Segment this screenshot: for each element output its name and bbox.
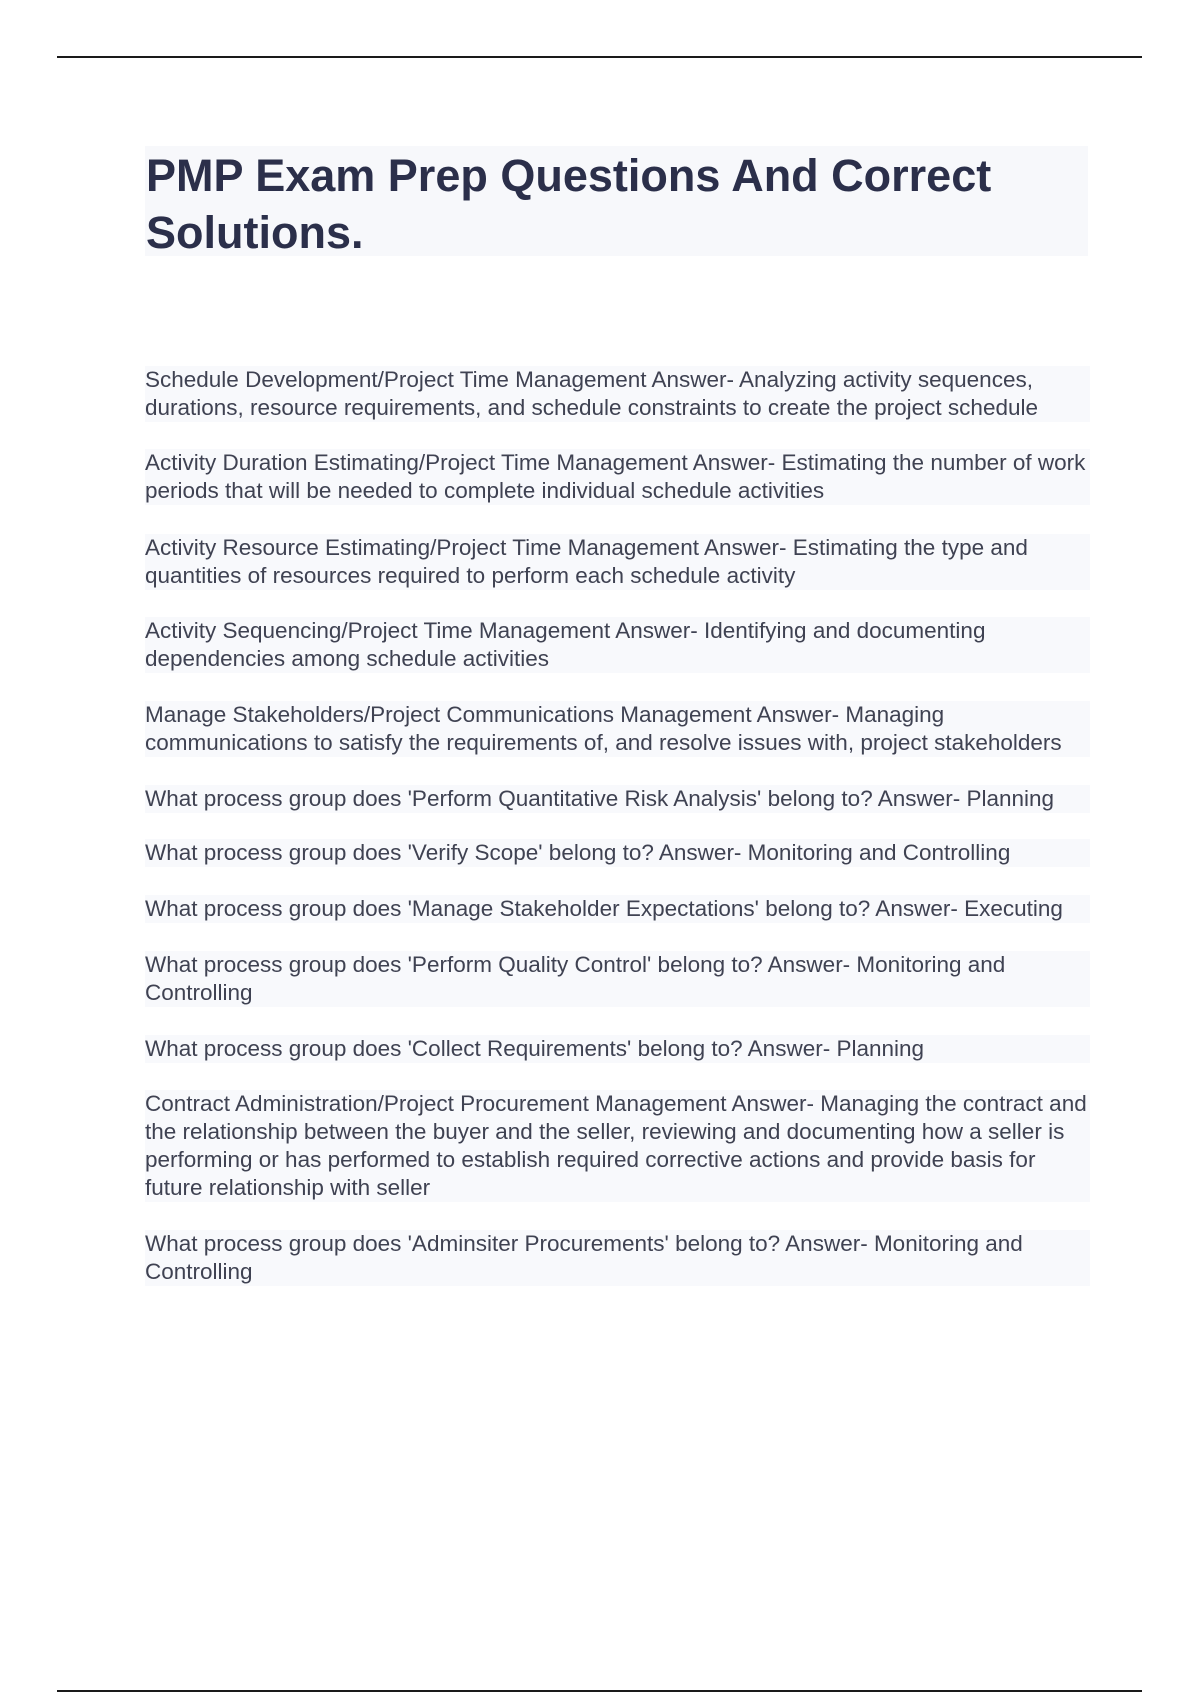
qa-item: Schedule Development/Project Time Management Answer- Analyzing activity sequences, durations, resource requirements, and schedule constraints to create the project schedule xyxy=(145,366,1090,422)
title-block xyxy=(145,146,1088,256)
qa-item: What process group does 'Manage Stakeholder Expectations' belong to? Answer- Executing xyxy=(145,895,1090,923)
qa-item: What process group does 'Adminsiter Procurements' belong to? Answer- Monitoring and Controlling xyxy=(145,1230,1090,1286)
qa-item: Manage Stakeholders/Project Communications Management Answer- Managing communications to satisfy the requirements of, and resolve issues with, project stakeholders xyxy=(145,701,1090,757)
qa-list xyxy=(145,366,1090,1286)
page-title: PMP Exam Prep Questions And Correct Solutions. xyxy=(146,150,992,258)
top-rule xyxy=(57,56,1142,58)
qa-item: What process group does 'Collect Requirements' belong to? Answer- Planning xyxy=(145,1035,1090,1063)
qa-item: What process group does 'Perform Quantitative Risk Analysis' belong to? Answer- Planning xyxy=(145,785,1090,813)
qa-item: What process group does 'Perform Quality Control' belong to? Answer- Monitoring and Controlling xyxy=(145,951,1090,1007)
qa-item: What process group does 'Verify Scope' belong to? Answer- Monitoring and Controlling xyxy=(145,839,1090,867)
qa-item: Activity Duration Estimating/Project Time Management Answer- Estimating the number of work periods that will be needed to complete individual schedule activities xyxy=(145,449,1090,505)
bottom-rule xyxy=(57,1690,1142,1692)
qa-item: Activity Sequencing/Project Time Management Answer- Identifying and documenting dependencies among schedule activities xyxy=(145,617,1090,673)
qa-item: Activity Resource Estimating/Project Time Management Answer- Estimating the type and quantities of resources required to perform each schedule activity xyxy=(145,534,1090,590)
qa-item: Contract Administration/Project Procurement Management Answer- Managing the contract and the relationship between the buyer and the seller, reviewing and documenting how a seller is performing or has performed to establish required corrective actions and provide basis for future relationship with seller xyxy=(145,1090,1090,1202)
